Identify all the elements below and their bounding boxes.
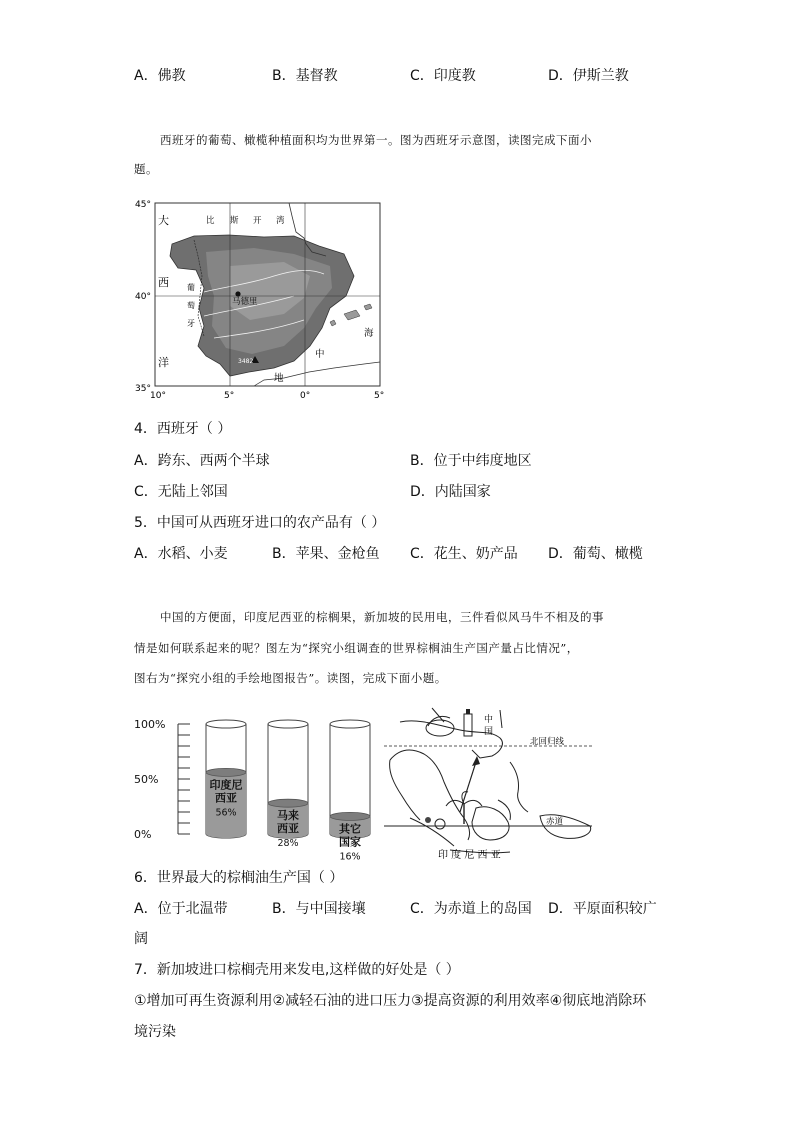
lon-10w: 10° — [150, 391, 166, 401]
y-tick-label: 50% — [134, 773, 159, 786]
bar-fill-top — [206, 768, 246, 776]
y-axis — [134, 718, 190, 841]
bar-3 — [330, 720, 370, 862]
bar-fill-top — [268, 799, 308, 807]
madrid-dot — [235, 291, 240, 296]
bar-fill-top — [330, 812, 370, 820]
lon-5e: 5° — [374, 391, 385, 401]
category-label: 马来 — [277, 809, 299, 823]
lat-35: 35° — [135, 384, 151, 394]
lat-40: 40° — [135, 292, 151, 302]
value-label: 56% — [215, 807, 237, 819]
cylinder-top — [206, 720, 246, 728]
q5-option-d: D．葡萄、橄榄 — [548, 546, 643, 562]
q4-stem: 4．西班牙（ ） — [134, 421, 232, 437]
cylinders — [206, 720, 370, 862]
q7-statements-line2: 境污染 — [134, 1024, 176, 1040]
lon-5w: 5° — [224, 391, 235, 401]
q7-stem: 7．新加坡进口棕榈壳用来发电,这样做的好处是（ ） — [134, 962, 460, 978]
china-char-1: 中 — [484, 715, 494, 725]
bar-2 — [268, 720, 308, 849]
bar-1 — [206, 720, 246, 838]
y-tick-label: 0% — [134, 828, 152, 841]
oil-bottle-icon — [464, 714, 472, 736]
value-label: 28% — [277, 838, 299, 850]
trade-arrow — [460, 762, 476, 812]
sea-char-2: 地 — [274, 373, 284, 384]
q5-stem: 5．中国可从西班牙进口的农产品有（ ） — [134, 515, 386, 531]
capital-label: 马德里 — [232, 297, 258, 307]
indonesia-label: 印 度 尼 西 亚 — [438, 850, 501, 861]
equator-label: 赤道 — [546, 817, 564, 827]
q7-statements-line1: ①增加可再生资源利用②减轻石油的进口压力③提高资源的利用效率④彻底地消除环 — [134, 993, 647, 1009]
intro-palm-line3: 图右为“探究小组的手绘地图报告”。读图，完成下面小题。 — [134, 671, 447, 685]
q5-option-b: B．苹果、金枪鱼 — [272, 546, 380, 562]
intro-palm-line1: 中国的方便面，印度尼西亚的棕榈果，新加坡的民用电，三件看似风马牛不相及的事 — [160, 610, 604, 624]
q6-option-d-wrap: 阔 — [134, 931, 148, 947]
category-label: 西亚 — [215, 791, 237, 805]
q5-option-c: C．花生、奶产品 — [410, 546, 518, 562]
portugal-char-2: 萄 — [187, 301, 195, 310]
q6-option-b: B．与中国接壤 — [272, 901, 366, 917]
category-label: 国家 — [339, 835, 361, 849]
bay-char-2: 斯 — [230, 216, 239, 226]
q4-option-c: C．无陆上邻国 — [134, 484, 228, 500]
q6-option-a: A．位于北温带 — [134, 901, 228, 917]
category-label: 西亚 — [277, 822, 299, 836]
china-char-2: 国 — [484, 727, 494, 737]
ocean-char-1: 大 — [158, 214, 169, 227]
q4-option-d: D．内陆国家 — [410, 484, 491, 500]
portugal-char-3: 牙 — [187, 319, 195, 328]
intro-spain-line1: 西班牙的葡萄、橄榄种植面积均为世界第一。图为西班牙示意图，读图完成下面小 — [160, 133, 592, 147]
category-label: 其它 — [339, 822, 361, 836]
bay-char-4: 湾 — [276, 216, 285, 226]
q5-option-a: A．水稻、小麦 — [134, 546, 228, 562]
category-label: 印度尼 — [209, 778, 243, 792]
y-tick-label: 100% — [134, 718, 166, 731]
cylinder-top — [330, 720, 370, 728]
intro-palm-line2: 情是如何联系起来的呢？图左为“探究小组调查的世界棕榈油生产国产量占比情况”， — [134, 641, 579, 655]
q4-option-b: B．位于中纬度地区 — [410, 453, 532, 469]
q4-option-a: A．跨东、西两个半球 — [134, 453, 270, 469]
q6-stem: 6．世界最大的棕榈油生产国（ ） — [134, 870, 344, 886]
portugal-char-1: 葡 — [187, 283, 195, 292]
ocean-char-3: 洋 — [158, 356, 169, 369]
ocean-char-2: 西 — [158, 276, 169, 289]
option-b: B．基督教 — [272, 68, 338, 84]
lon-0: 0° — [300, 391, 311, 401]
sea-char-3: 海 — [364, 328, 374, 339]
sea-char-1: 中 — [315, 349, 325, 360]
tropic-label: 北回归线 — [530, 737, 565, 747]
bay-char-1: 比 — [206, 216, 215, 226]
spain-map — [134, 196, 394, 402]
option-d: D．伊斯兰教 — [548, 68, 629, 84]
q6-option-d: D．平原面积较广 — [548, 901, 657, 917]
option-c: C．印度教 — [410, 68, 476, 84]
q6-option-c: C．为赤道上的岛国 — [410, 901, 532, 917]
lat-45: 45° — [135, 200, 151, 210]
cylinder-top — [268, 720, 308, 728]
intro-spain-line2: 题。 — [134, 162, 158, 176]
hand-drawn-map — [380, 700, 602, 862]
bay-char-3: 开 — [253, 216, 262, 226]
option-a: A．佛教 — [134, 68, 186, 84]
peak-label: 3482 — [238, 358, 254, 365]
palm-oil-chart — [134, 712, 384, 863]
value-label: 16% — [339, 851, 361, 863]
